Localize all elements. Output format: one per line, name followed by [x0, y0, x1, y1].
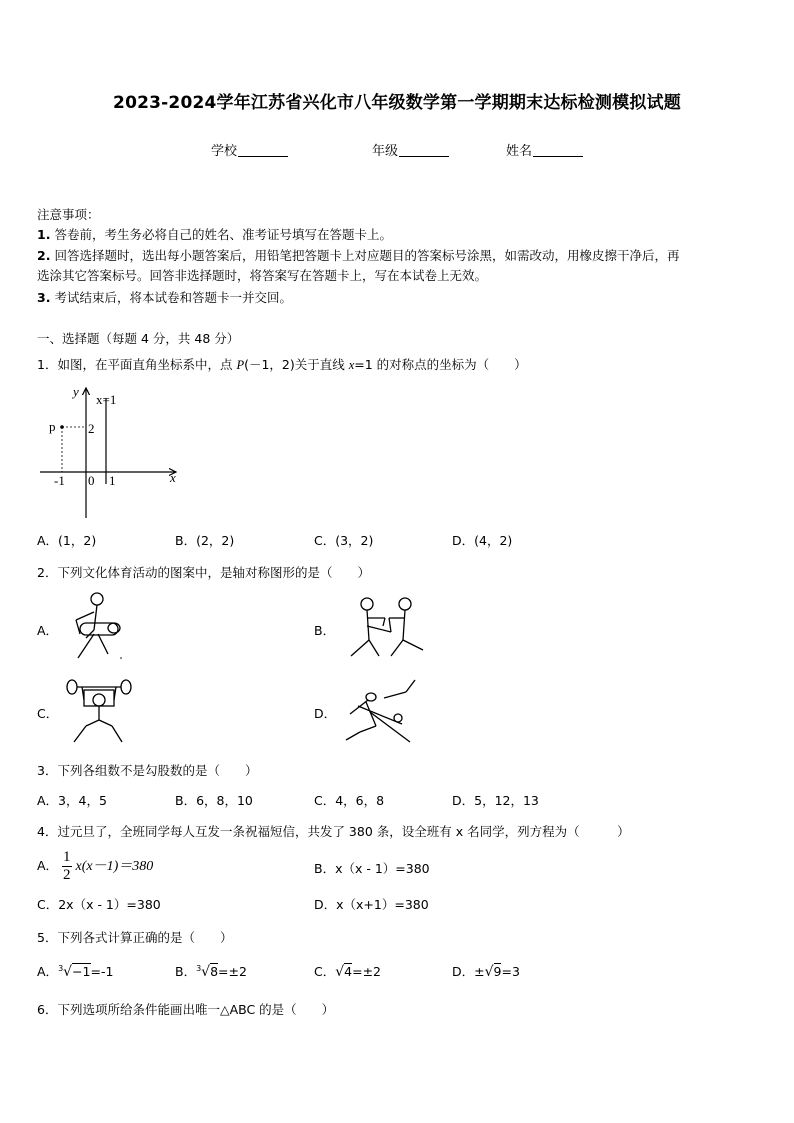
tick-1: 1	[109, 473, 116, 488]
line-label: x=1	[96, 392, 117, 407]
figure-c-icon	[62, 676, 134, 746]
notice-item: 3. 考试结束后，将本试卷和答题卡一并交回。	[37, 290, 292, 305]
name-field: 姓名	[506, 140, 583, 159]
q3-option-b: B．6，8，10	[175, 793, 253, 808]
q2-label-a: A．	[37, 623, 59, 638]
q1-option-b: B．(2，2)	[175, 533, 235, 548]
notice-heading: 注意事项：	[37, 207, 100, 222]
school-field: 学校	[211, 140, 288, 159]
q2-label-d: D．	[314, 706, 337, 721]
section-heading: 一、选择题（每题 4 分，共 48 分）	[37, 331, 240, 346]
q5-option-d: D．±√9=3	[452, 964, 520, 980]
tick-2: 2	[88, 421, 95, 436]
question-3-stem: 3．下列各组数不是勾股数的是（ ）	[37, 763, 258, 778]
q4-option-b: B．x（x - 1）=380	[314, 861, 430, 876]
tick-neg1: -1	[54, 473, 65, 488]
figure-a-icon	[66, 590, 128, 662]
q4-option-d: D．x（x+1）=380	[314, 897, 429, 912]
q2-label-c: C．	[37, 706, 59, 721]
q1-option-c: C．(3，2)	[314, 533, 374, 548]
q5-option-c: C．√4=±2	[314, 964, 382, 980]
grade-field: 年级	[372, 140, 449, 159]
question-1-stem: 1．如图，在平面直角坐标系中，点 P(－1，2)关于直线 x=1 的对称点的坐标为（ ）	[37, 357, 527, 372]
q5-option-b: B．$^3$√8=±2	[175, 963, 247, 980]
coordinate-graph	[30, 380, 190, 520]
figure-b-icon	[345, 592, 427, 662]
notice-item: 1. 答卷前，考生务必将自己的姓名、准考证号填写在答题卡上。	[37, 227, 392, 242]
notice-item-cont: 选涂其它答案标号。回答非选择题时，将答案写在答题卡上，写在本试卷上无效。	[37, 268, 488, 283]
q2-label-b: B．	[314, 623, 336, 638]
p-label: p	[49, 419, 56, 434]
q3-option-c: C．4，6，8	[314, 793, 385, 808]
q3-option-a: A．3，4，5	[37, 793, 107, 808]
question-4-stem: 4．过元旦了，全班同学每人互发一条祝福短信，共发了 380 条，设全班有 x 名同学，列方程为（ ）	[37, 824, 630, 839]
q1-option-a: A．(1，2)	[37, 533, 97, 548]
q4-option-c: C．2x（x - 1）=380	[37, 897, 161, 912]
page-title: 2023-2024学年江苏省兴化市八年级数学第一学期期末达标检测模拟试题	[113, 93, 681, 113]
question-6-stem: 6．下列选项所给条件能画出唯一△ABC 的是（ ）	[37, 1002, 335, 1017]
notice-item: 2. 回答选择题时，选出每小题答案后，用铅笔把答题卡上对应题目的答案标号涂黑，如需改动，用橡皮擦干净后，再	[37, 248, 680, 263]
y-label: y	[73, 384, 79, 399]
q4-option-a: A． $\frac{1}{2}$ x(x－1)＝380	[37, 849, 154, 883]
q3-option-d: D．5，12，13	[452, 793, 539, 808]
point-p	[60, 425, 64, 429]
q5-option-a: A．$^3$√−1=-1	[37, 963, 114, 980]
question-5-stem: 5．下列各式计算正确的是（ ）	[37, 930, 233, 945]
q1-option-d: D．(4，2)	[452, 533, 513, 548]
figure-d-icon	[340, 676, 420, 746]
x-label: x	[170, 470, 176, 485]
tick-0: 0	[88, 473, 95, 488]
question-2-stem: 2．下列文化体育活动的图案中，是轴对称图形的是（ ）	[37, 565, 370, 580]
